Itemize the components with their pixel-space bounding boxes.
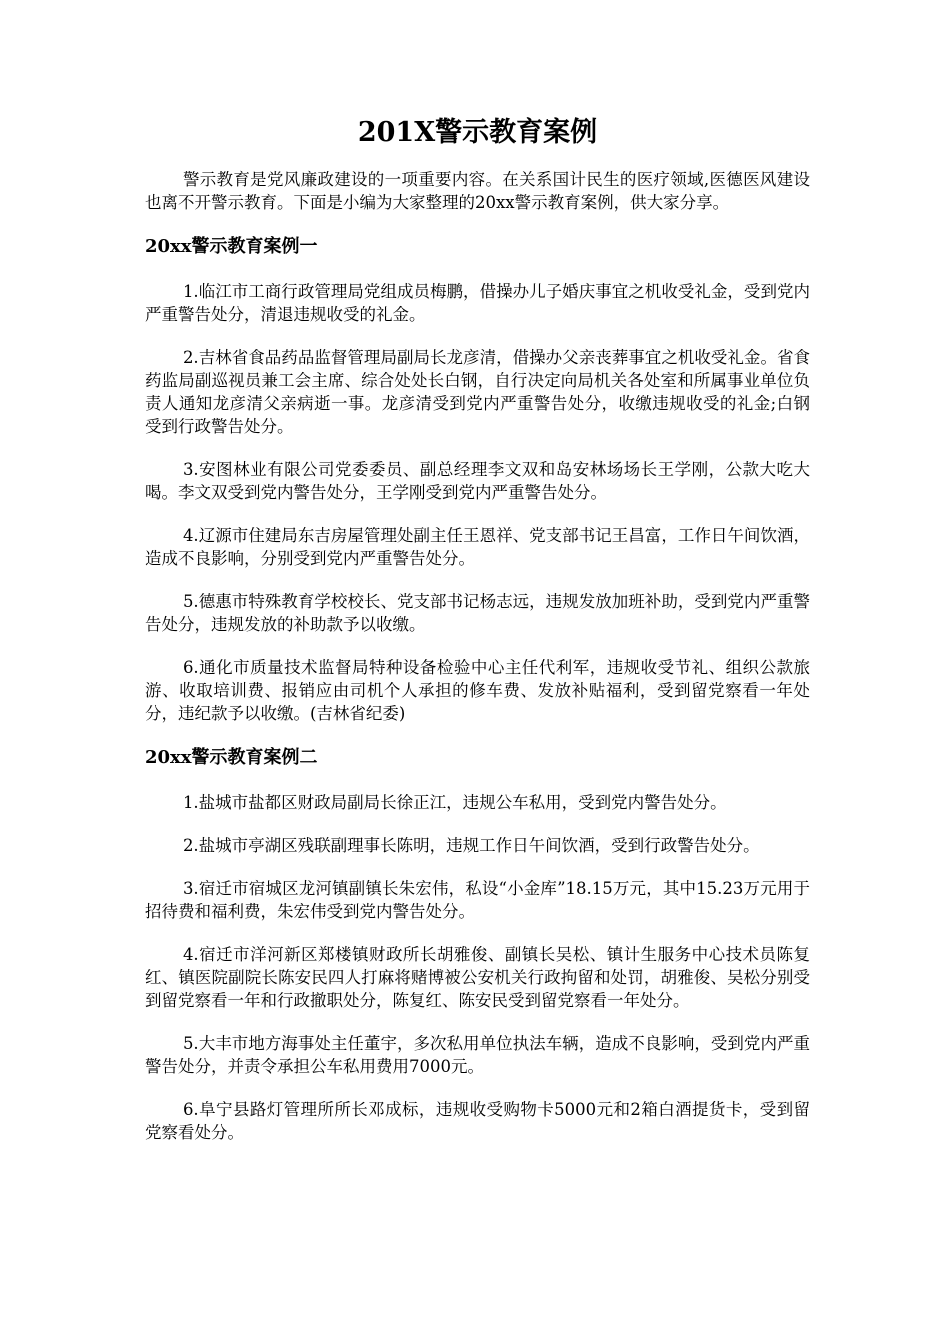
case-item: 6.阜宁县路灯管理所所长邓成标，违规收受购物卡5000元和2箱白酒提货卡，受到留党察看处分。 xyxy=(145,1100,810,1142)
case-section-2 xyxy=(145,745,810,1144)
case-item: 3.宿迁市宿城区龙河镇副镇长朱宏伟，私设“小金库”18.15万元，其中15.23万元用于招待费和福利费，朱宏伟受到党内警告处分。 xyxy=(145,879,810,921)
document-title: 201X警示教育案例 xyxy=(357,117,598,148)
case-section-1 xyxy=(145,234,810,725)
section-heading: 20xx警示教育案例二 xyxy=(145,747,318,768)
case-item: 4.辽源市住建局东吉房屋管理处副主任王恩祥、党支部书记王昌富，工作日午间饮酒，造成不良影响，分别受到党内严重警告处分。 xyxy=(145,526,810,568)
case-item: 3.安图林业有限公司党委委员、副总经理李文双和岛安林场场长王学刚，公款大吃大喝。李文双受到党内警告处分，王学刚受到党内严重警告处分。 xyxy=(145,460,810,502)
case-item: 5.大丰市地方海事处主任董宇，多次私用单位执法车辆，造成不良影响，受到党内严重警告处分，并责令承担公车私用费用7000元。 xyxy=(145,1034,810,1076)
case-item: 4.宿迁市洋河新区郑楼镇财政所长胡雅俊、副镇长吴松、镇计生服务中心技术员陈复红、镇医院副院长陈安民四人打麻将赌博被公安机关行政拘留和处罚，胡雅俊、吴松分别受到留党察看一年和行政撤职处分，陈复红、陈安民受到留党察看一年处分。 xyxy=(145,945,810,1010)
case-item: 1.临江市工商行政管理局党组成员梅鹏，借操办儿子婚庆事宜之机收受礼金，受到党内严重警告处分，清退违规收受的礼金。 xyxy=(145,282,810,324)
case-item: 6.通化市质量技术监督局特种设备检验中心主任代利军，违规收受节礼、组织公款旅游、收取培训费、报销应由司机个人承担的修车费、发放补贴福利，受到留党察看一年处分，违纪款予以收缴。(吉林省纪委) xyxy=(145,658,810,723)
document-body xyxy=(145,114,810,1164)
case-item: 2.盐城市亭湖区残联副理事长陈明，违规工作日午间饮酒，受到行政警告处分。 xyxy=(182,836,760,855)
intro-paragraph: 警示教育是党风廉政建设的一项重要内容。在关系国计民生的医疗领域,医德医风建设也离不开警示教育。下面是小编为大家整理的20xx警示教育案例，供大家分享。 xyxy=(145,170,810,212)
case-item: 5.德惠市特殊教育学校校长、党支部书记杨志远，违规发放加班补助，受到党内严重警告处分，违规发放的补助款予以收缴。 xyxy=(145,592,810,634)
case-item: 1.盐城市盐都区财政局副局长徐正江，违规公车私用，受到党内警告处分。 xyxy=(182,793,727,812)
section-heading: 20xx警示教育案例一 xyxy=(145,236,318,257)
case-item: 2.吉林省食品药品监督管理局副局长龙彦清，借操办父亲丧葬事宜之机收受礼金。省食药监局副巡视员兼工会主席、综合处处长白钢，自行决定向局机关各处室和所属事业单位负责人通知龙彦清父亲病逝一事。龙彦清受到党内严重警告处分，收缴违规收受的礼金;白钢受到行政警告处分。 xyxy=(145,348,810,436)
